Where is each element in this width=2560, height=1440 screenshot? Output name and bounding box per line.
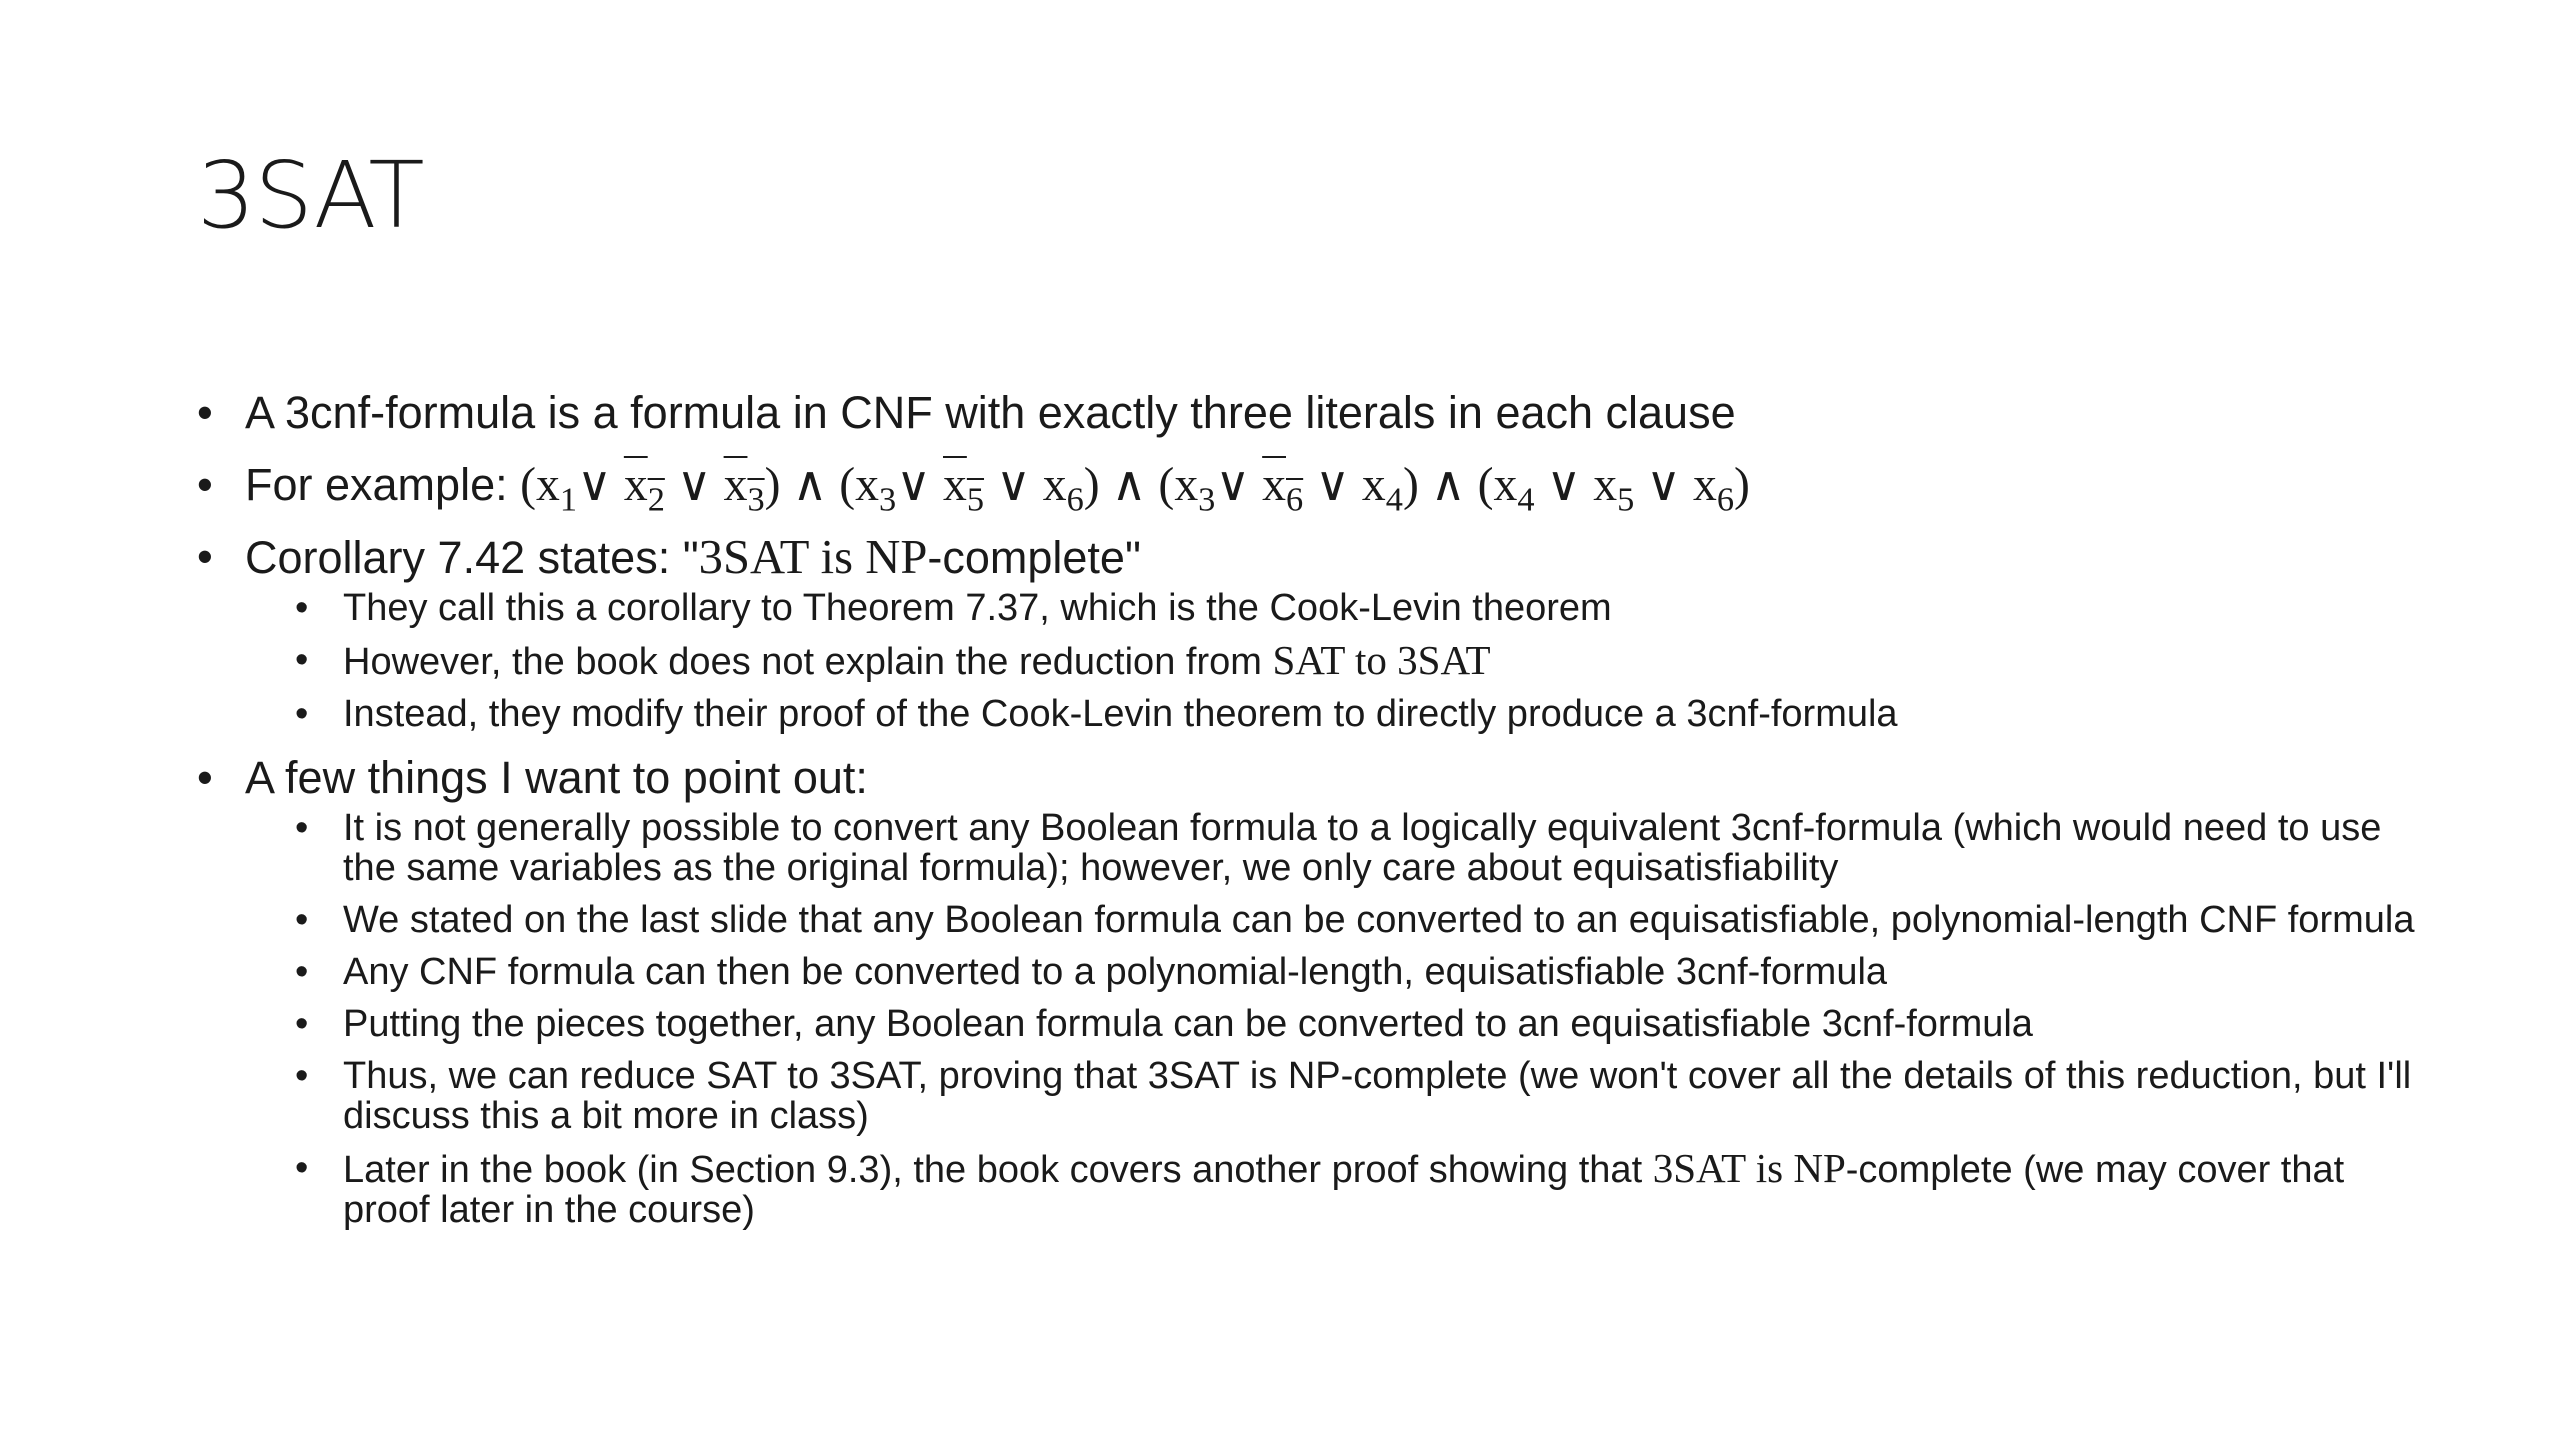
bullet-dot-icon: • [295, 951, 309, 993]
slide-content [197, 385, 2417, 1246]
subpoint: • However, the book does not explain the reduction from SAT to 3SAT [295, 637, 1491, 683]
subpoint: • It is not generally possible to convert any Boolean formula to a logically equivalent 3cnf-formula (which would need to use the same variables as the original formula); however, we only care about equisatisfiability [295, 807, 2382, 889]
bullet-dot-icon: • [295, 1055, 309, 1097]
subpoint: • Putting the pieces together, any Boolean formula can be converted to an equisatisfiable 3cnf-formula [295, 1003, 2033, 1045]
bullet-dot-icon: • [295, 639, 309, 681]
subpoint: • Any CNF formula can then be converted to a polynomial-length, equisatisfiable 3cnf-formula [295, 951, 1888, 993]
bullet-text: A few things I want to point out: [245, 752, 868, 803]
subpoint: • Thus, we can reduce SAT to 3SAT, proving that 3SAT is NP-complete (we won't cover all the details of this reduction, but I'll discuss this a bit more in class) [295, 1055, 2412, 1137]
bullet-points [197, 750, 2417, 1230]
bullet-dot-icon: • [295, 587, 309, 629]
bullet-corollary: • Corollary 7.42 states: "3SAT is NP-complete" • They call this a corollary to Theorem 7.37, which is the Cook-Levin theorem • However, the book does not explain the reduction from SAT to 3SAT • Instead, they modify their proof of the Cook-Levin theorem to directly produce a 3cnf-formula [197, 529, 2417, 734]
bullet-text: Corollary 7.42 states: " [245, 532, 699, 583]
bullet-dot-icon: • [197, 459, 213, 510]
bullet-dot-icon: • [197, 752, 213, 803]
bullet-definition [197, 385, 2417, 441]
corollary-subpoints [245, 588, 2417, 734]
slide-title: 3SAT [197, 142, 424, 249]
bullet-dot-icon: • [295, 1003, 309, 1045]
bullet-dot-icon: • [295, 693, 309, 735]
bullet-dot-icon: • [197, 387, 213, 438]
points-subpoints [245, 808, 2417, 1230]
subpoint: • Instead, they modify their proof of the Cook-Levin theorem to directly produce a 3cnf-formula [295, 693, 1898, 735]
bullet-dot-icon: • [295, 807, 309, 849]
term-np: NP [865, 530, 928, 584]
subpoint: • We stated on the last slide that any Boolean formula can be converted to an equisatisfiable, polynomial-length CNF formula [295, 899, 2415, 941]
term-3sat: 3SAT [698, 530, 809, 584]
bullet-dot-icon: • [197, 531, 213, 582]
bullet-dot-icon: • [295, 1147, 309, 1189]
subpoint: • Later in the book (in Section 9.3), the book covers another proof showing that 3SAT is NP-complete (we may cover that proof later in the course) [295, 1145, 2345, 1231]
bullet-example [197, 457, 2417, 519]
bullet-dot-icon: • [295, 899, 309, 941]
example-formula: ($x_1\vee$ $x_2$ ∨ $x_3$) ∧ ($x_3\vee$ $x_5$ ∨ $x_6$) ∧ ($x_3\vee$ $x_6$ ∨ $x_4$) ∧ ($x_4$ ∨ $x_5$ ∨ $x_6$) [520, 458, 1750, 519]
bullet-text: For example: [245, 459, 521, 510]
bullet-text: A 3cnf-formula is a formula in CNF with exactly three literals in each clause [245, 387, 1736, 438]
subpoint: • They call this a corollary to Theorem 7.37, which is the Cook-Levin theorem [295, 587, 1612, 629]
